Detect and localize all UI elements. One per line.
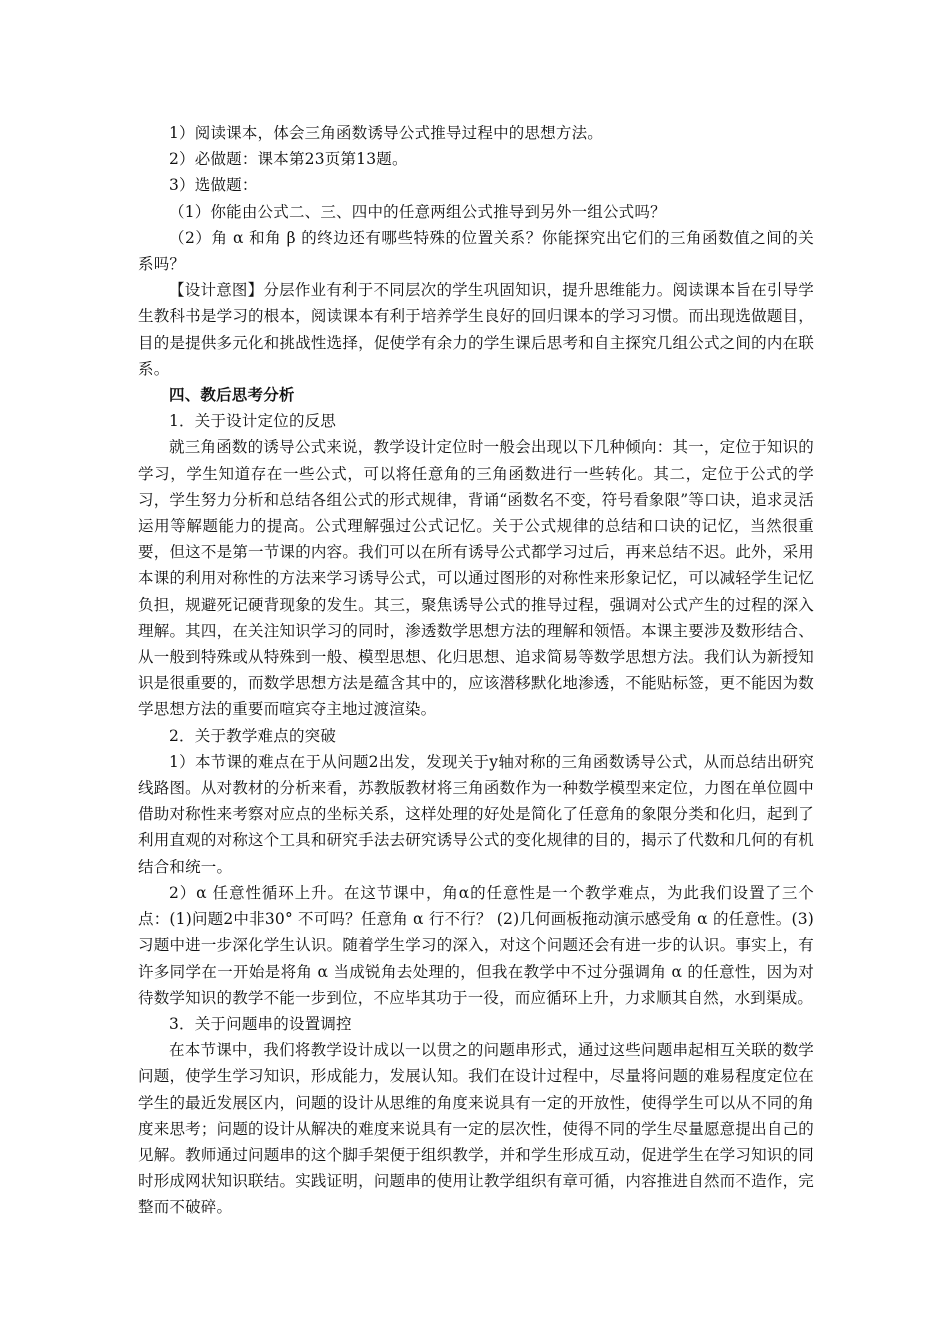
document-page <box>138 120 814 1221</box>
homework-item-1: 1）阅读课本，体会三角函数诱导公式推导过程中的思想方法。 <box>169 124 603 142</box>
design-intent-paragraph: 【设计意图】分层作业有利于不同层次的学生巩固知识，提升思维能力。阅读课本旨在引导学生教科书是学习的根本，阅读课本有利于培养学生良好的回归课本的学习习惯。而出现选做题目，目的是提供多元化和挑战性选择，促使学有余力的学生课后思考和自主探究几组公式之间的内在联系。 <box>138 281 814 378</box>
optional-question-1: （1）你能由公式二、三、四中的任意两组公式推导到另外一组公式吗？ <box>169 202 666 221</box>
optional-question-2: （2）角 α 和角 β 的终边还有哪些特殊的位置关系？你能探究出它们的三角函数值之间的关系吗？ <box>138 228 814 274</box>
section-heading-4: 四、教后思考分析 <box>169 385 295 405</box>
paragraph-question-chain: 在本节课中，我们将教学设计成以一以贯之的问题串形式，通过这些问题串起相互关联的数学问题，使学生学习知识，形成能力，发展认知。我们在设计过程中，尽量将问题的难易程度定位在学生的最近发展区内，问题的设计从思维的角度来说具有一定的开放性，使得学生可以从不同的角度来思考；问题的设计从解决的难度来说具有一定的层次性，使得不同的学生尽量愿意提出自己的见解。教师通过问题串的这个脚手架便于组织教学，并和学生形成互动，促进学生在学习知识的同时形成网状知识联结。实践证明，问题串的使用让教学组织有章可循，内容推进自然而不造作，完整而不破碎。 <box>138 1041 814 1217</box>
paragraph-difficulty-2: 2）α 任意性循环上升。在这节课中，角α的任意性是一个教学难点，为此我们设置了三个点：(1)问题2中非30° 不可吗？任意角 α 行不行？ (2)几何画板拖动演示感受角 α 的任意性。(3)习题中进一步深化学生认识。随着学生学习的深入，对这个问题还会有进一步的认识。事实上，有许多同学在一开始是将角 α 当成锐角去处理的，但我在教学中不过分强调角 α 的任意性，因为对待数学知识的教学不能一步到位，不应毕其功于一役，而应循环上升，力求顺其自然，水到渠成。 <box>138 883 815 1007</box>
paragraph-difficulty-1: 1）本节课的难点在于从问题2出发，发现关于y轴对称的三角函数诱导公式，从而总结出研究线路图。从对教材的分析来看，苏教版教材将三角函数作为一种数学模型来定位，力图在单位圆中借助对称性来考察对应点的坐标关系，这样处理的好处是简化了任意角的象限分类和化归，起到了利用直观的对称这个工具和研究手法去研究诱导公式的变化规律的目的，揭示了代数和几何的有机结合和统一。 <box>138 752 814 876</box>
subheading-design-positioning: 1．关于设计定位的反思 <box>169 412 337 431</box>
homework-item-3: 3）选做题： <box>169 176 258 195</box>
paragraph-design-positioning: 就三角函数的诱导公式来说，教学设计定位时一般会出现以下几种倾向：其一，定位于知识的学习，学生知道存在一些公式，可以将任意角的三角函数进行一些转化。其二，定位于公式的学习，学生努力分析和总结各组公式的形式规律，背诵“函数名不变，符号看象限”等口诀，追求灵活运用等解题能力的提高。公式理解强过公式记忆。关于公式规律的总结和口诀的记忆，当然很重要，但这不是第一节课的内容。我们可以在所有诱导公式都学习过后，再来总结不迟。此外，采用本课的利用对称性的方法来学习诱导公式，可以通过图形的对称性来形象记忆，可以减轻学生记忆负担，规避死记硬背现象的发生。其三，聚焦诱导公式的推导过程，强调对公式产生的过程的深入理解。其四，在关注知识学习的同时，渗透数学思想方法的理解和领悟。本课主要涉及数形结合、从一般到特殊或从特殊到一般、模型思想、化归思想、追求简易等数学思想方法。我们认为新授知识是很重要的，而数学思想方法是蕴含其中的，应该潜移默化地渗透，不能贴标签，更不能因为数学思想方法的重要而喧宾夺主地过渡渲染。 <box>138 438 814 719</box>
subheading-difficulty: 2．关于教学难点的突破 <box>169 726 337 745</box>
subheading-question-chain: 3．关于问题串的设置调控 <box>169 1014 352 1033</box>
homework-item-2: 2）必做题：课本第23页第13题。 <box>169 150 408 169</box>
